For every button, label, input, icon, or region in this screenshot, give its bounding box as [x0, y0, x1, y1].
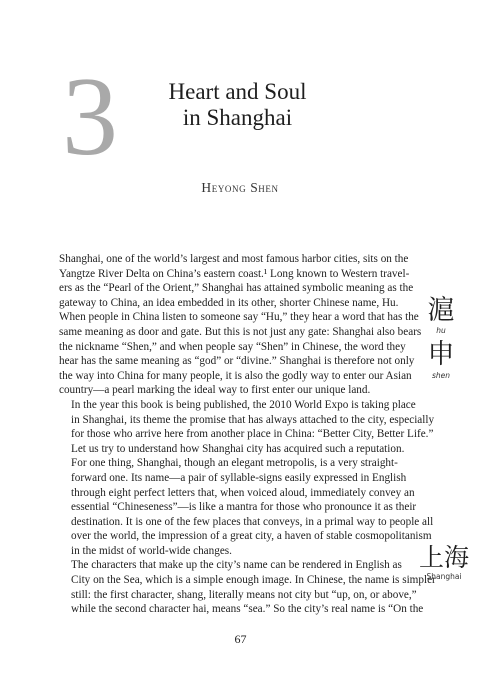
paragraph-2 — [59, 398, 435, 456]
margin-characters-shanghai: 上海 — [418, 543, 469, 572]
margin-character-hu: 滬 — [427, 295, 455, 326]
text-line: country—a pearl marking the ideal way to first enter our unique land. — [59, 384, 371, 397]
margin-gloss-hu: hu — [436, 326, 446, 335]
text-line: hear has the same meaning as “god” or “divine.” Shanghai is therefore not only — [59, 355, 415, 368]
text-line: Shanghai, one of the world’s largest and most famous harbor cities, sits on the — [59, 253, 409, 265]
text-line: in Shanghai, its theme the promise that has always attached to the city, especially — [71, 413, 435, 426]
text-line: for those who arrive here from another place in China: “Better City, Better Life.” — [71, 428, 434, 441]
text-line: destination. It is one of the few places that conveys, in a primal way to people all — [71, 515, 434, 528]
margin-character-shen: 申 — [427, 339, 455, 370]
text-line: In the year this book is being published, the 2010 World Expo is taking place — [71, 398, 416, 411]
chapter-title-line-2: in Shanghai — [182, 105, 293, 130]
text-line: over the world, the impression of a great city, a haven of stable cosmopolitanism — [71, 530, 432, 543]
text-line: the nickname “Shen,” and when people say “Shen” in Chinese, the word they — [59, 340, 406, 353]
text-line: For one thing, Shanghai, though an elegant metropolis, is a very straight- — [71, 457, 398, 470]
text-line: in the midst of world-wide changes. — [71, 544, 232, 557]
text-line: forward one. Its name—a pair of syllable-signs easily expressed in English — [71, 471, 407, 484]
page-number: 67 — [234, 632, 247, 646]
paragraph-1 — [59, 252, 422, 398]
chapter-number: 3 — [62, 55, 118, 179]
text-line: the way into China for many people, it is also the godly way to enter our Asian — [59, 369, 412, 382]
text-line: through eight perfect letters that, when voiced aloud, immediately convey an — [71, 486, 415, 499]
text-line: essential “Chineseness”—is like a mantra for those who pronounce it as their — [71, 501, 417, 514]
paragraph-4 — [59, 558, 436, 616]
text-line: The characters that make up the city’s name can be rendered in English as — [71, 559, 402, 572]
body-text — [59, 252, 436, 617]
margin-gloss-shanghai: Shanghai — [426, 572, 462, 581]
margin-gloss-shen: shen — [431, 371, 451, 380]
text-line: same meaning as door and gate. But this is not just any gate: Shanghai also bears — [59, 325, 422, 338]
text-line: Let us try to understand how Shanghai city has acquired such a reputation. — [71, 442, 405, 455]
text-line: gateway to China, an idea embedded in its other, shorter Chinese name, Hu. — [59, 296, 399, 309]
text-line: Yangtze River Delta on China’s eastern coast.¹ Long known to Western travel- — [59, 267, 410, 280]
text-line: while the second character hai, means “sea.” So the city’s real name is “On the — [71, 603, 424, 616]
chapter-author: Heyong Shen — [201, 180, 279, 195]
text-line: When people in China listen to someone say “Hu,” they hear a word that has the — [59, 311, 419, 324]
chapter-title — [150, 79, 325, 131]
text-line: City on the Sea, which is a simple enough image. In Chinese, the name is simpler — [71, 574, 436, 587]
text-line: still: the first character, shang, literally means not city but “up, on, or above,” — [71, 588, 417, 601]
chapter-title-line-1: Heart and Soul — [168, 79, 307, 104]
paragraph-3 — [59, 456, 434, 558]
text-line: ers as the “Pearl of the Orient,” Shanghai has attained symbolic meaning as the — [59, 282, 414, 295]
